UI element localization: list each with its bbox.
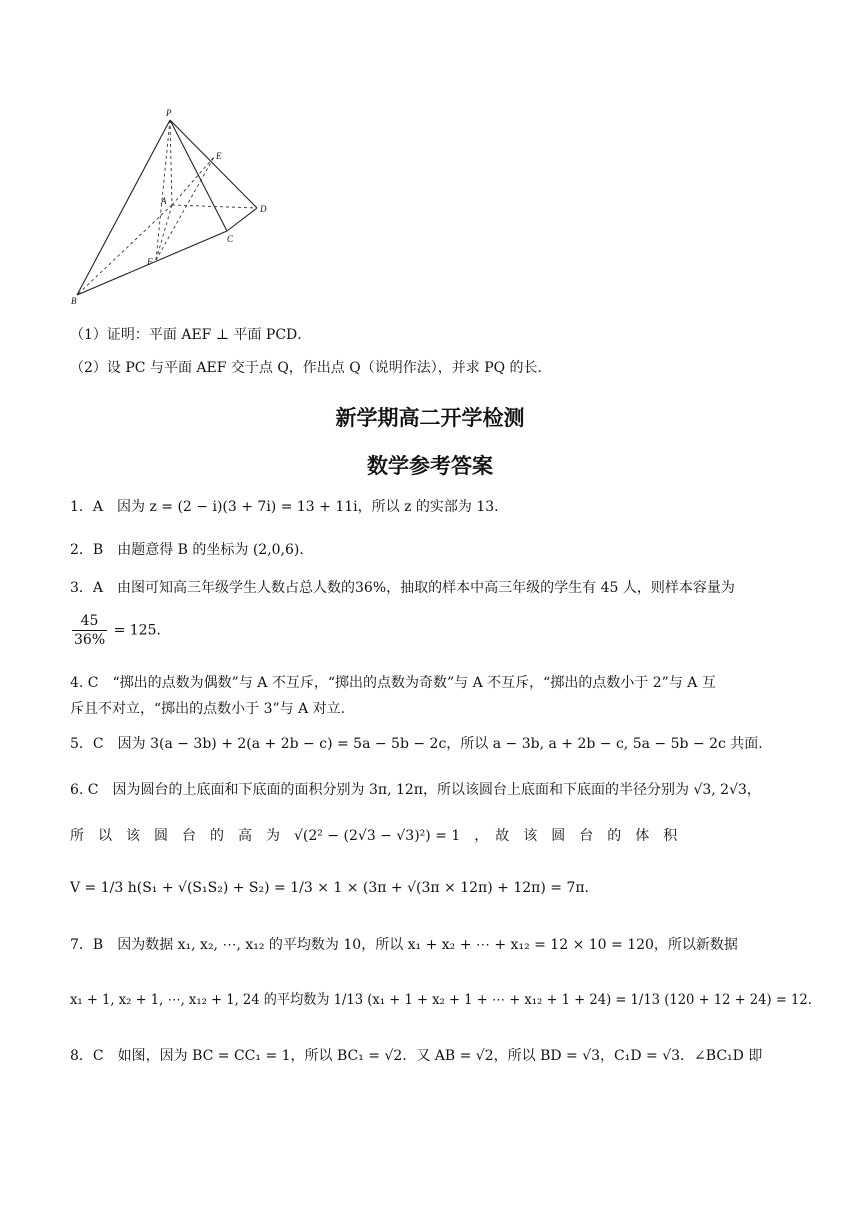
answer-3-line1: 3．A 由图可知高三年级学生人数占总人数的36%，抽取的样本中高三年级的学生有 45 人，则样本容量为 [70,580,735,596]
edge-PA [170,120,172,205]
edge-CD [227,208,257,231]
segment-AF [156,205,172,260]
label-F: F [147,257,153,267]
edge-PC [170,120,227,231]
answer-6-line1: 6. C 因为圆台的上底面和下底面的面积分别为 3π, 12π，所以该圆台上底面和下底面的半径分别为 √3, 2√3， [70,782,761,798]
segment-EF [156,157,214,260]
answer-7-line1: 7．B 因为数据 x₁, x₂, ⋯, x₁₂ 的平均数为 10，所以 x₁ + x₂ + ⋯ + x₁₂ = 12 × 10 = 120，所以新数据 [70,937,738,953]
edge-PB [77,120,170,295]
fraction-denominator: 36% [74,632,106,648]
edge-PD [170,120,257,208]
answer-7-line2: x₁ + 1, x₂ + 1, ⋯, x₁₂ + 1, 24 的平均数为 1/13 (x₁ + 1 + x₂ + 1 + ⋯ + x₁₂ + 1 + 24) = 1/13 (120 + 12 + 24) = 12． [70,992,821,1008]
edge-AB [77,205,172,295]
question-2: （2）设 PC 与平面 AEF 交于点 Q，作出点 Q（说明作法），并求 PQ 的长． [70,360,552,376]
answer-3-line2 [70,612,170,649]
fraction-45-over-36pct [72,612,107,649]
fraction-numerator: 45 [72,612,107,631]
answer-6-line2: 所 以 该 圆 台 的 高 为 √(2² − (2√3 − √3)²) = 1 ， 故 该 圆 台 的 体 积 [70,828,678,844]
answer-title: 数学参考答案 [367,454,493,478]
label-C: C [227,234,234,244]
answer-1: 1．A 因为 z = (2 − i)(3 + 7i) = 13 + 11i，所以 z 的实部为 13. [70,499,499,515]
label-A: A [161,196,167,206]
pyramid-figure [62,105,292,310]
answer-5: 5．C 因为 3(a − 3b) + 2(a + 2b − c) = 5a − 5b − 2c，所以 a − 3b, a + 2b − c, 5a − 5b − 2c 共面. [70,736,763,752]
fraction-result: = 125． [113,622,171,639]
answer-4-line2: 斥且不对立，“掷出的点数小于 3”与 A 对立. [70,701,346,717]
answer-8: 8．C 如图，因为 BC = CC₁ = 1，所以 BC₁ = √2．又 AB = √2，所以 BD = √3，C₁D = √3．∠BC₁D 即 [70,1048,763,1064]
answer-4-line1: 4. C “掷出的点数为偶数”与 A 不互斥，“掷出的点数为奇数”与 A 不互斥，“掷出的点数小于 2”与 A 互 [70,675,716,691]
label-E: E [216,151,222,161]
question-1: （1）证明：平面 AEF ⊥ 平面 PCD． [70,327,312,343]
answer-6-line3: V = 1/3 h(S₁ + √(S₁S₂) + S₂) = 1/3 × 1 × (3π + √(3π × 12π) + 12π) = 7π． [70,880,599,896]
label-D: D [260,204,267,214]
label-P: P [166,108,172,118]
exam-title: 新学期高二开学检测 [335,406,525,430]
label-B: B [71,296,77,306]
answer-2: 2．B 由题意得 B 的坐标为 (2,0,6)． [70,542,314,558]
